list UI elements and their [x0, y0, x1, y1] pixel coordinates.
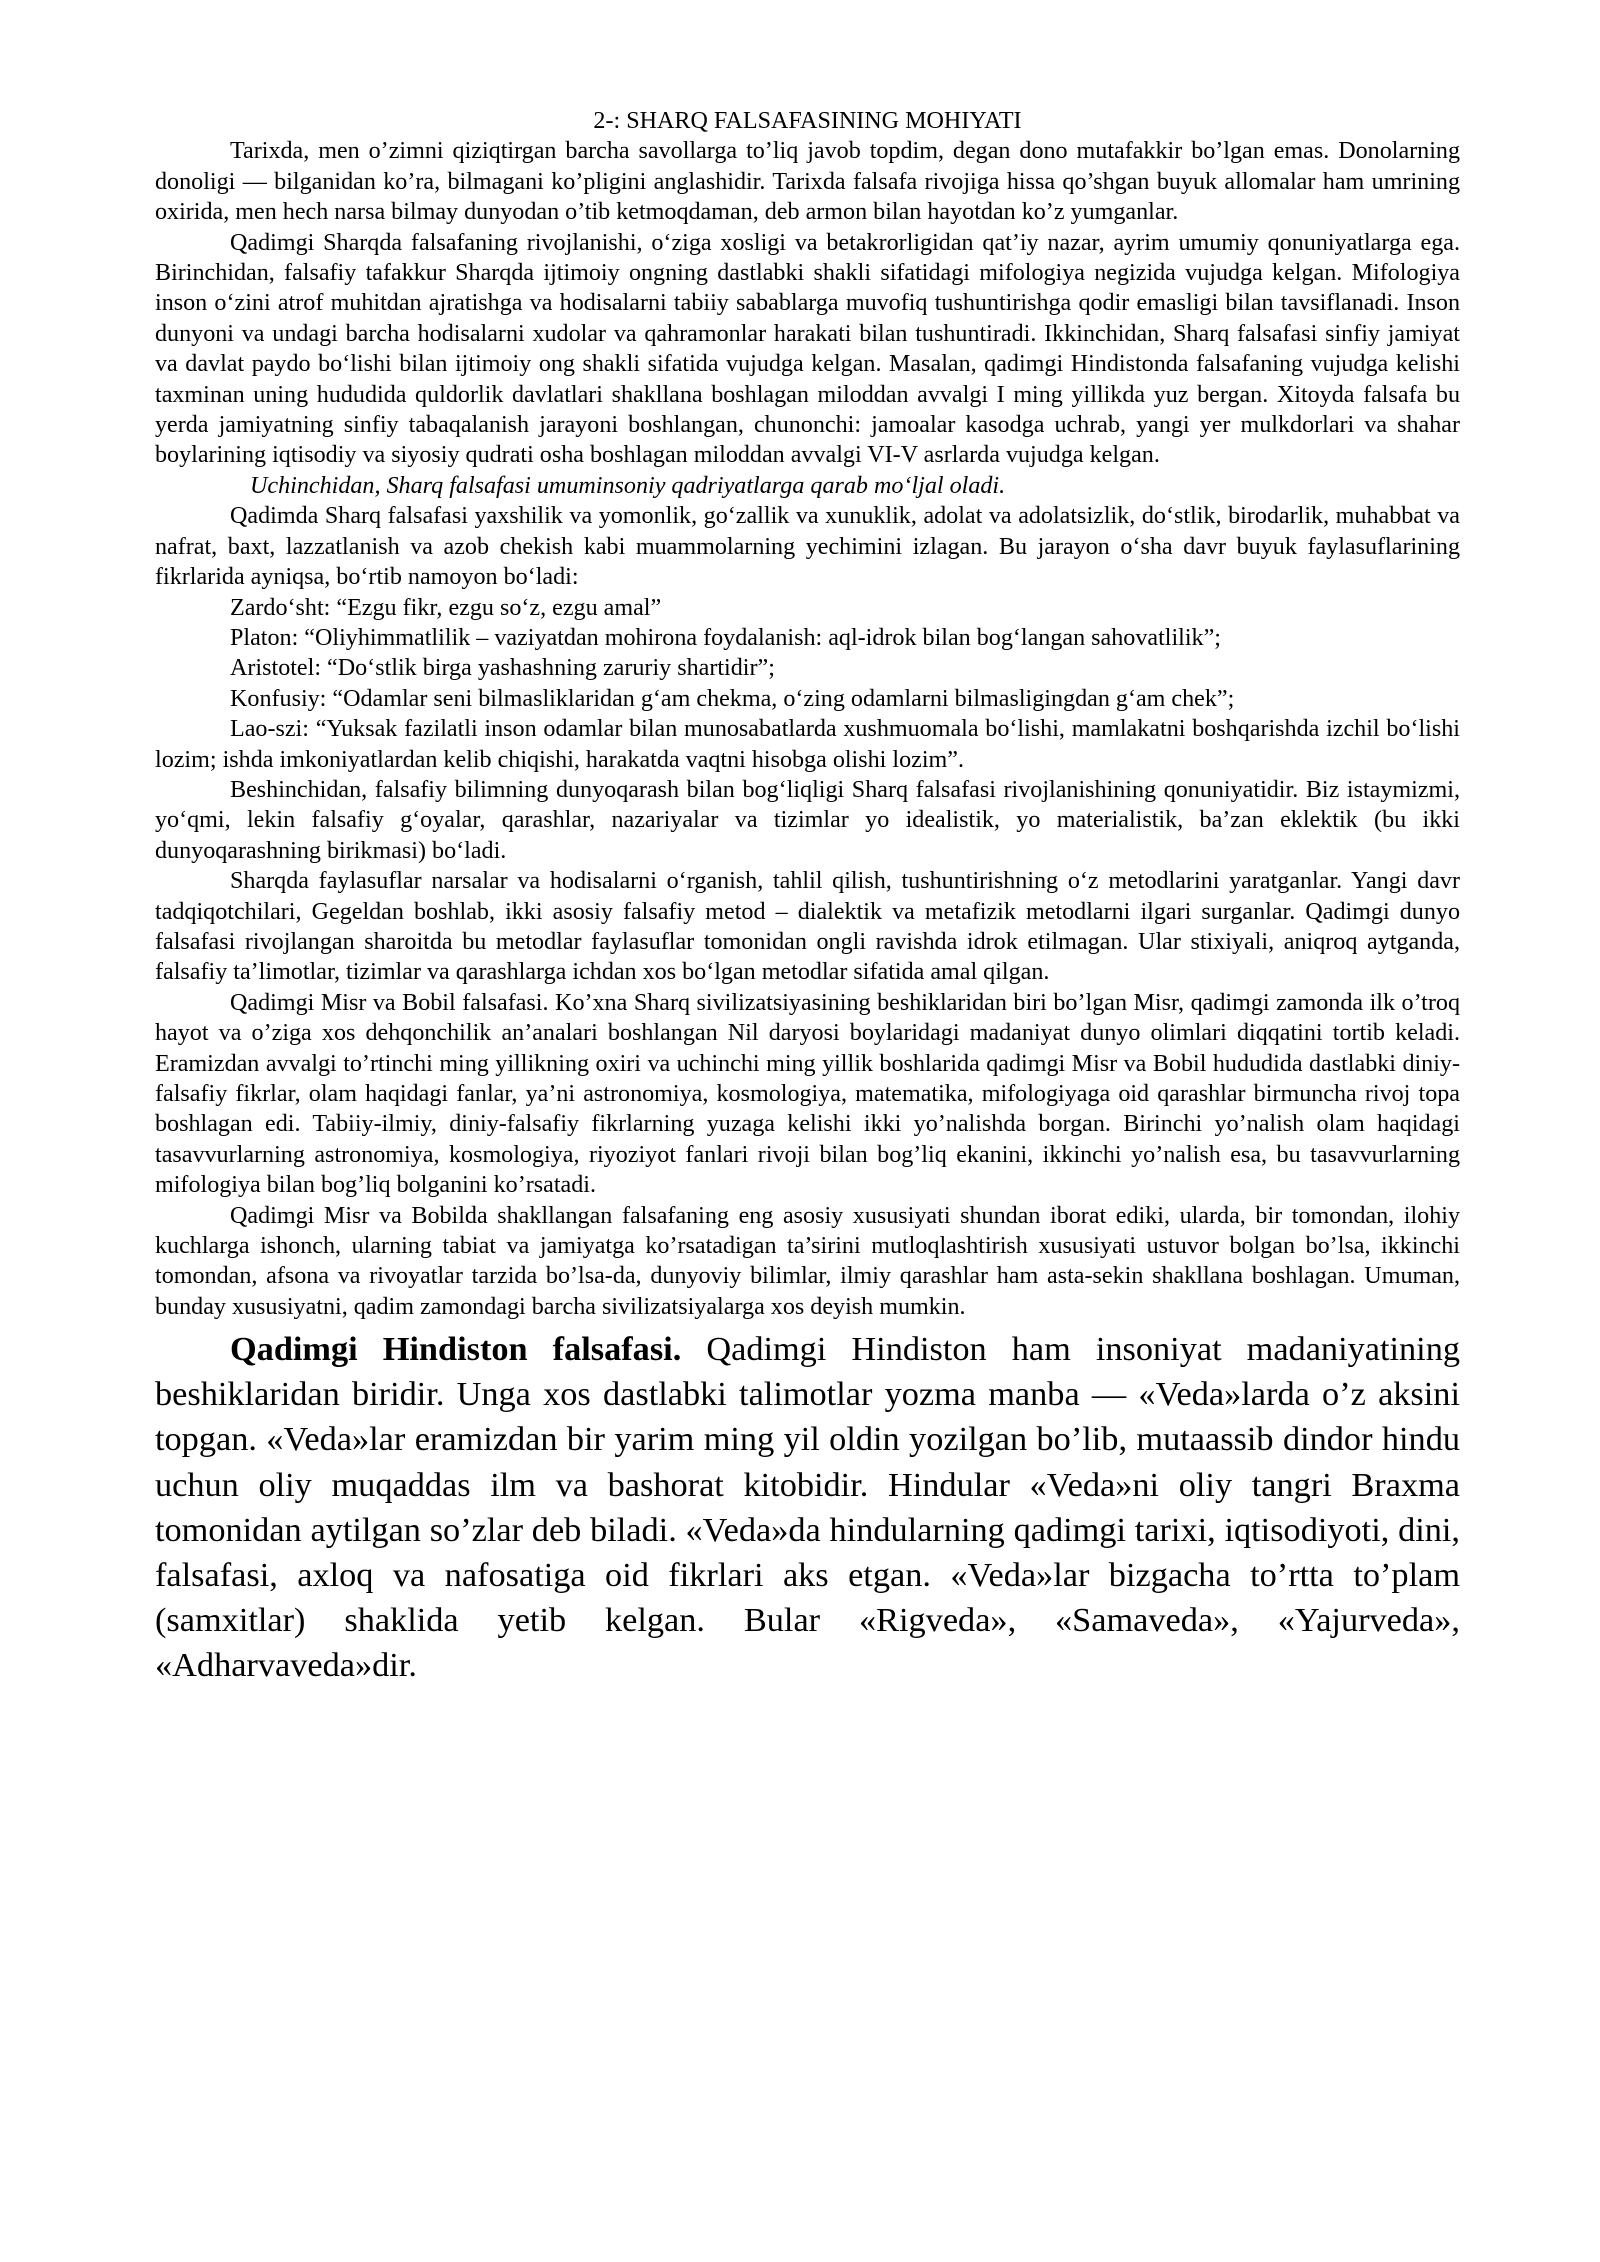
paragraph-third-point: Uchinchidan, Sharq falsafasi umuminsoniy qadriyatlarga qarab mo‘ljal oladi.: [250, 472, 1006, 499]
paragraph-worldview: Beshinchidan, falsafiy bilimning dunyoqarash bilan bog‘liqligi Sharq falsafasi rivojlanishining qonuniyatidir. Biz istaymizmi, yo‘qmi, lekin falsafiy g‘oyalar, qarashlar, nazariyalar va tizimlar yo idealistik, yo materialistik, ba’zan eklektik (bu ikki dunyoqarashning birikmasi) bo‘ladi.: [155, 776, 1460, 864]
quote-zardusht: Zardo‘sht: “Ezgu fikr, ezgu so‘z, ezgu amal”: [230, 594, 662, 621]
paragraph-india: [155, 1327, 1460, 1688]
paragraph-egypt-features: Qadimgi Misr va Bobilda shakllangan falsafaning eng asosiy xususiyati shundan iborat ediki, ularda, bir tomondan, ilohiy kuchlarga ishonch, ularning tabiat va jamiyatga ko’rsatadigan ta’sirini mutloqlashtirish xususiyati ustuvor bolgan bo’lsa, ikkinchi tomondan, afsona va rivoyatlar tarzida bo’lsa-da, dunyoviy bilimlar, ilmiy qarashlar ham asta-sekin shakllana boshlagan. Umuman, bunday xususiyatni, qadim zamondagi barcha sivilizatsiyalarga xos deyish mumkin.: [155, 1202, 1460, 1320]
india-text: Qadimgi Hindiston ham insoniyat madaniyatining beshiklaridan biridir. Unga xos dastlabki talimotlar yozma manba — «Veda»larda o’z aksini topgan. «Veda»lar eramizdan bir yarim ming yil oldin yozilgan bo’lib, mutaassib dindor hindu uchun oliy muqaddas ilm va bashorat kitobidir. Hindular «Veda»ni oliy tangri Braxma tomonidan aytilgan so’zlar deb biladi. «Veda»da hindularning qadimgi tarixi, iqtisodiyoti, dini, falsafasi, axloq va nafosatiga oid fikrlari aks etgan. «Veda»lar bizgacha to’rtta to’plam (samxitlar) shaklida yetib kelgan. Bular «Rigveda», «Samaveda», «Yajurveda», «Adharvaveda»dir.: [155, 1330, 1461, 1684]
paragraph-methods: Sharqda faylasuflar narsalar va hodisalarni o‘rganish, tahlil qilish, tushuntirishning o‘z metodlarini yaratganlar. Yangi davr tadqiqotchilari, Gegeldan boshlab, ikki asosiy falsafiy metod – dialektik va metafizik metodlarni ilgari surganlar. Qadimgi dunyo falsafasi rivojlangan sharoitda bu metodlar faylasuflar tomonidan ongli ravishda idrok etilmagan. Ular stixiyali, aniqroq aytganda, falsafiy ta’limotlar, tizimlar va qarashlarga ichdan xos bo‘lgan metodlar sifatida amal qilgan.: [155, 868, 1460, 986]
quote-aristotel: Aristotel: “Do‘stlik birga yashashning zaruriy shartidir”;: [230, 655, 775, 682]
india-heading: Qadimgi Hindiston falsafasi.: [230, 1330, 682, 1369]
page-title: 2-: SHARQ FALSAFASINING MOHIYATI: [593, 108, 1022, 134]
paragraph-intro: Tarixda, men o’zimni qiziqtirgan barcha savollarga to’liq javob topdim, degan dono mutafakkir bo’lgan emas. Donolarning donoligi — bilganidan ko’ra, bilmagani ko’pligini anglashidir. Tarixda falsafa rivojiga hissa qo’shgan buyuk allomalar ham umrining oxirida, men hech narsa bilmay dunyodan o’tib ketmoqdaman, deb armon bilan hayotdan ko’z yumganlar.: [155, 138, 1460, 226]
quote-platon: Platon: “Oliyhimmatlilik – vaziyatdan mohirona foydalanish: aql-idrok bilan bog‘langan sahovatlilik”;: [230, 624, 1221, 651]
paragraph-values: Qadimda Sharq falsafasi yaxshilik va yomonlik, go‘zallik va xunuklik, adolat va adolatsizlik, do‘stlik, birodarlik, muhabbat va nafrat, baxt, lazzatlanish va azob chekish kabi muammolarning yechimini izlagan. Bu jarayon o‘sha davr buyuk faylasuflarining fikrlarida ayniqsa, bo‘rtib namoyon bo‘ladi:: [155, 503, 1460, 591]
document-page: [155, 106, 1460, 1688]
paragraph-egypt-babylon: Qadimgi Misr va Bobil falsafasi. Ko’xna Sharq sivilizatsiyasining beshiklaridan biri bo’lgan Misr, qadimgi zamonda ilk o’troq hayot va o’ziga xos dehqonchilik an’analari boshlangan Nil daryosi boylaridagi madaniyat dunyo olimlari diqqatini tortib keladi. Eramizdan avvalgi to’rtinchi ming yillikning oxiri va uchinchi ming yillik boshlarida qadimgi Misr va Bobil hududida dastlabki diniy-falsafiy fikrlar, olam haqidagi fanlar, ya’ni astronomiya, kosmologiya, matematika, mifologiyaga oid qarashlar birmuncha rivoj topa boshlagan edi. Tabiiy-ilmiy, diniy-falsafiy fikrlarning yuzaga kelishi ikki yo’nalishda borgan. Birinchi yo’nalish olam haqidagi tasavvurlarning astronomiya, kosmologiya, riyoziyot fanlari rivoji bilan bog’liq ekanini, ikkinchi yo’nalish esa, bu tasavvurlarning mifologiya bilan bog’liq bolganini ko’rsatadi.: [155, 989, 1460, 1199]
quote-lao-szi: Lao-szi: “Yuksak fazilatli inson odamlar bilan munosabatlarda xushmuomala bo‘lishi, mamlakatni boshqarishda izchil bo‘lishi lozim; ishda imkoniyatlardan kelib chiqishi, harakatda vaqtni hisobga olishi lozim”.: [155, 716, 1460, 773]
paragraph-regularities: Qadimgi Sharqda falsafaning rivojlanishi, o‘ziga xosligi va betakrorligidan qat’iy nazar, ayrim umumiy qonuniyatlarga ega. Birinchidan, falsafiy tafakkur Sharqda ijtimoiy ongning dastlabki shakli sifatidagi mifologiya negizida vujudga kelgan. Mifologiya inson o‘zini atrof muhitdan ajratishga va hodisalarni tabiiy sabablarga muvofiq tushuntirishga qodir emasligi bilan tavsiflanadi. Inson dunyoni va undagi barcha hodisalarni xudolar va qahramonlar harakati bilan tushuntiradi. Ikkinchidan, Sharq falsafasi sinfiy jamiyat va davlat paydo bo‘lishi bilan ijtimoiy ong shakli sifatida vujudga kelgan. Masalan, qadimgi Hindistonda falsafaning vujudga kelishi taxminan uning hududida quldorlik davlatlari shakllana boshlagan miloddan avvalgi I ming yillikda yuz bergan. Xitoyda falsafa bu yerda jamiyatning sinfiy tabaqalanish jarayoni boshlangan, chunonchi: jamoalar kasodga uchrab, yangi yer mulkdorlari va shahar boylarining iqtisodiy va siyosiy qudrati osha boshlagan miloddan avvalgi VI-V asrlarda vujudga kelgan.: [155, 229, 1460, 469]
quote-konfusiy: Konfusiy: “Odamlar seni bilmasliklaridan g‘am chekma, o‘zing odamlarni bilmasligingdan g‘am chek”;: [230, 685, 1235, 712]
